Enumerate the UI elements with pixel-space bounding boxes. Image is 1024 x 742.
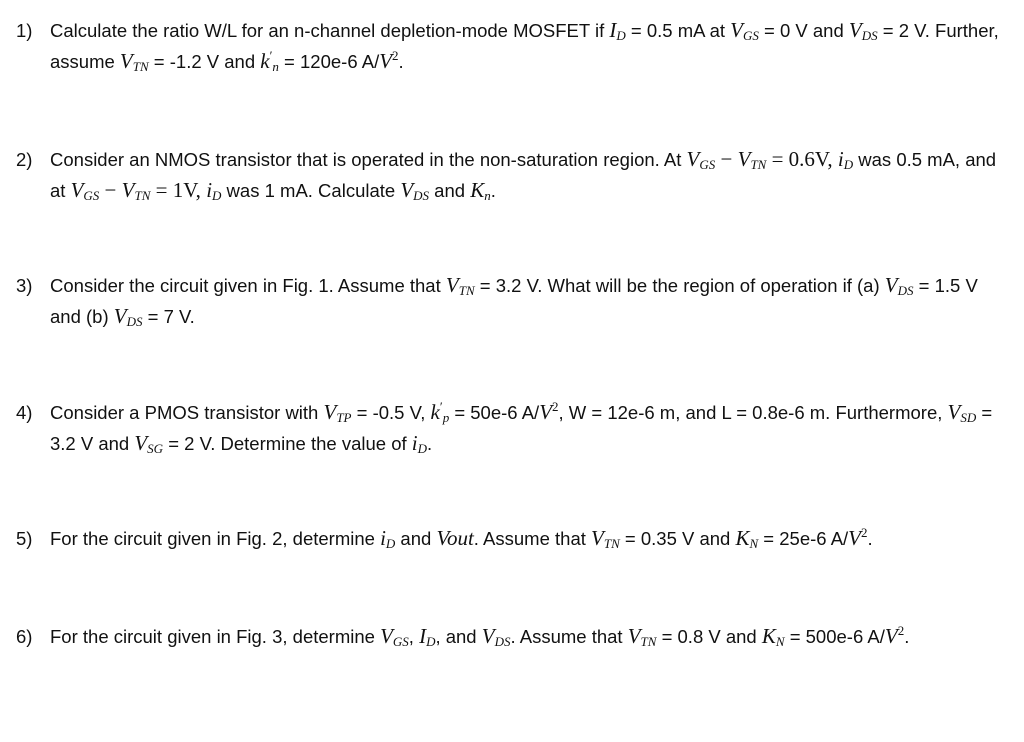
question-5 [16,523,1006,554]
question-number: 2) [16,149,33,170]
math-vtn: $V_{TN}$ [591,526,620,551]
question-3 [16,270,1006,332]
math-vds: $V_{DS}$ [884,273,914,298]
text-segment: = 0.5 mA at [625,20,731,41]
text-segment: , and [435,626,482,647]
text-segment: Consider a PMOS transistor with [50,402,324,423]
text-segment: = 50e-6 A/ [449,402,540,423]
text-segment: = 25e-6 A/ [758,528,849,549]
text-segment: . [867,528,873,549]
text-segment: = 0.8 V and [656,626,762,647]
text-segment: For the circuit given in Fig. 2, determine [50,528,381,549]
text-segment: = 7 V. [142,306,195,327]
text-segment: = 3.2 V and [50,402,993,454]
text-segment: = 0.35 V and [619,528,736,549]
question-text [50,523,1006,554]
math-kn-prime: $k'_n$ [260,48,279,74]
math-vds: $V_{DS}$ [113,304,143,329]
text-segment: . [904,626,910,647]
text-segment: = -0.5 V, [351,402,431,423]
question-number: 6) [16,626,33,647]
math-v-squared: $V^2$ [884,623,905,648]
text-segment: = 500e-6 A/ [784,626,885,647]
text-segment: Consider an NMOS transistor that is operated in the non-saturation region. At [50,149,687,170]
text-segment: . Assume that [510,626,628,647]
math-vsd: $V_{SD}$ [947,400,977,425]
math-kn: $K_n$ [470,178,491,203]
math-id: $I_D$ [419,624,436,649]
question-number: 4) [16,402,33,423]
question-2 [16,144,1006,206]
math-v-squared: $V^2$ [848,525,868,550]
math-v-squared: $V^2$ [379,48,399,73]
text-segment: = 3.2 V. What will be the region of operation if (a) [474,275,885,296]
text-segment: was 1 mA. Calculate [221,180,401,201]
text-segment: . [490,180,496,201]
math-vtn: $V_{TN}$ [445,273,475,298]
question-text [50,15,1006,77]
text-segment: , W = 12e-6 m, and L = 0.8e-6 m. Furthermore, [558,402,948,423]
math-vtn: $V_{TN}$ [119,49,149,74]
text-segment: and [429,180,471,201]
text-segment: = 2 V. Determine the value of [163,433,412,454]
text-segment: Consider the circuit given in Fig. 1. Assume that [50,275,446,296]
text-segment: . [398,51,404,72]
text-segment: was 0.5 mA, and at [50,149,997,201]
text-segment: = 0 V and [758,20,849,41]
question-text [50,397,1006,459]
text-segment: = 1.5 V and (b) [50,275,978,327]
math-kn: $K_N$ [735,526,759,551]
math-vds: $V_{DS}$ [481,624,511,649]
math-vsg: $V_{SG}$ [134,431,164,456]
math-vtp: $V_{TP}$ [323,400,352,425]
question-number: 1) [16,20,33,41]
question-number: 5) [16,528,33,549]
math-vds: $V_{DS}$ [848,18,878,43]
text-segment: and [395,528,437,549]
question-number: 3) [16,275,33,296]
text-segment: Calculate the ratio W/L for an n-channel depletion-mode MOSFET if [50,20,610,41]
math-id: $i_D$ [380,526,396,551]
text-segment: , [408,626,420,647]
math-id: $i_D$ [411,431,427,456]
question-6 [16,621,1006,652]
question-text [50,270,1006,332]
text-segment: For the circuit given in Fig. 3, determine [50,626,381,647]
math-v-squared: $V^2$ [539,399,559,424]
math-id: $I_D$ [609,18,626,43]
question-4 [16,397,1006,459]
math-overdrive-1: $V_{GS} - V_{TN} = 1V$, $i_D$ [70,178,222,203]
question-text [50,144,1006,206]
text-segment: . [427,433,433,454]
question-text [50,621,1006,652]
math-vds: $V_{DS}$ [400,178,430,203]
math-vgs: $V_{GS}$ [380,624,409,649]
text-segment: = 120e-6 A/ [278,51,380,72]
text-segment: = -1.2 V and [148,51,261,72]
question-1 [16,15,1006,77]
math-overdrive-06: $V_{GS} - V_{TN} = 0.6V$, $i_D$ [686,147,854,172]
math-vtn: $V_{TN}$ [627,624,657,649]
math-vout: Vout [436,526,474,550]
math-kp-prime: $k'_p$ [430,399,450,425]
text-segment: = 2 V. Further, assume [50,20,999,72]
math-vgs: $V_{GS}$ [730,18,759,43]
math-kn: $K_N$ [761,624,785,649]
text-segment: . Assume that [473,528,592,549]
